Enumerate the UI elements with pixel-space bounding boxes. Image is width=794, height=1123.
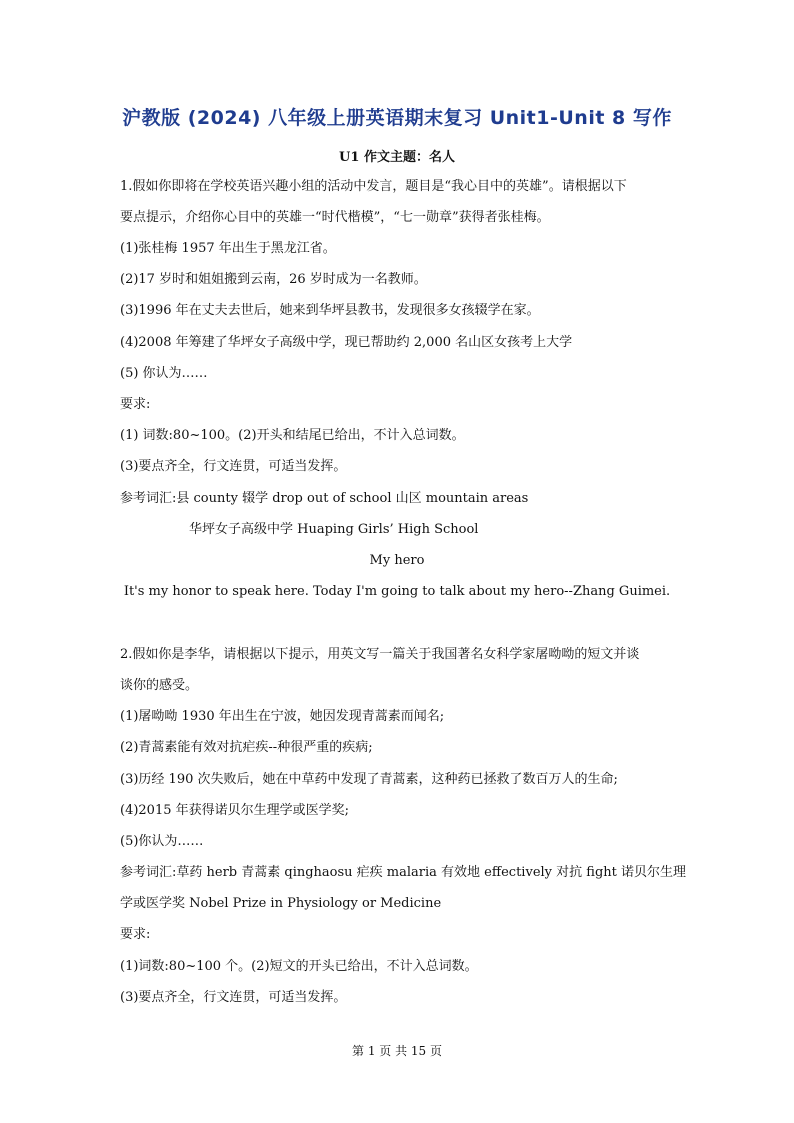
q2-prompt-line1: 2.假如你是李华，请根据以下提示，用英文写一篇关于我国著名女科学家屠呦呦的短文并谈 — [120, 647, 640, 662]
q2-point-3: (3)历经 190 次失败后，她在中草药中发现了青蒿素，这种药已拯救了数百万人的生命; — [120, 772, 618, 787]
q1-essay-title: My hero — [369, 553, 425, 568]
q2-vocab-line1: 参考词汇:草药 herb 青蒿素 qinghaosu 疟疾 malaria 有效地 effectively 对抗 fight 诺贝尔生理 — [120, 865, 686, 880]
q2-point-5: (5)你认为…… — [120, 834, 204, 849]
page-footer: 第 1 页 共 15 页 — [352, 1044, 442, 1058]
q2-point-4: (4)2015 年获得诺贝尔生理学或医学奖; — [120, 803, 350, 818]
q2-requirement-1: (1)词数:80~100 个。(2)短文的开头已给出，不计入总词数。 — [120, 959, 478, 974]
section-subtitle: U1 作文主题：名人 — [339, 150, 455, 165]
q1-vocab-line1: 参考词汇:县 county 辍学 drop out of school 山区 mountain areas — [120, 491, 529, 506]
q2-point-2: (2)青蒿素能有效对抗疟疾--种很严重的疾病; — [120, 740, 373, 755]
q2-requirements-label: 要求: — [120, 927, 151, 942]
q2-prompt-line2: 谈你的感受。 — [120, 678, 199, 693]
q1-point-5: (5) 你认为…… — [120, 366, 208, 381]
q1-point-2: (2)17 岁时和姐姐搬到云南，26 岁时成为一名教师。 — [120, 272, 427, 287]
q1-requirements-label: 要求: — [120, 397, 151, 412]
q1-prompt-line1: 1.假如你即将在学校英语兴趣小组的活动中发言，题目是“我心目中的英雄”。请根据以下 — [120, 179, 627, 194]
q1-vocab-line2: 华坪女子高级中学 Huaping Girls’ High School — [189, 522, 479, 537]
q2-point-1: (1)屠呦呦 1930 年出生在宁波，她因发现青蒿素而闻名; — [120, 709, 445, 724]
q2-vocab-line2: 学或医学奖 Nobel Prize in Physiology or Medicine — [120, 896, 442, 911]
q1-point-3: (3)1996 年在丈夫去世后，她来到华坪县教书，发现很多女孩辍学在家。 — [120, 303, 540, 318]
q1-requirement-1: (1) 词数:80~100。(2)开头和结尾已给出，不计入总词数。 — [120, 428, 465, 443]
q1-essay-opening: It's my honor to speak here. Today I'm going to talk about my hero--Zhang Guimei. — [123, 584, 671, 599]
q1-point-4: (4)2008 年筹建了华坪女子高级中学，现已帮助约 2,000 名山区女孩考上大学 — [120, 335, 573, 350]
page-title: 沪教版 (2024) 八年级上册英语期末复习 Unit1-Unit 8 写作 — [122, 107, 672, 129]
q1-prompt-line2: 要点提示，介绍你心目中的英雄一“时代楷模”，“七一勋章”获得者张桂梅。 — [120, 210, 550, 225]
q2-requirement-2: (3)要点齐全，行文连贯，可适当发挥。 — [120, 990, 347, 1005]
q1-requirement-2: (3)要点齐全，行文连贯，可适当发挥。 — [120, 459, 347, 474]
q1-point-1: (1)张桂梅 1957 年出生于黑龙江省。 — [120, 241, 336, 256]
